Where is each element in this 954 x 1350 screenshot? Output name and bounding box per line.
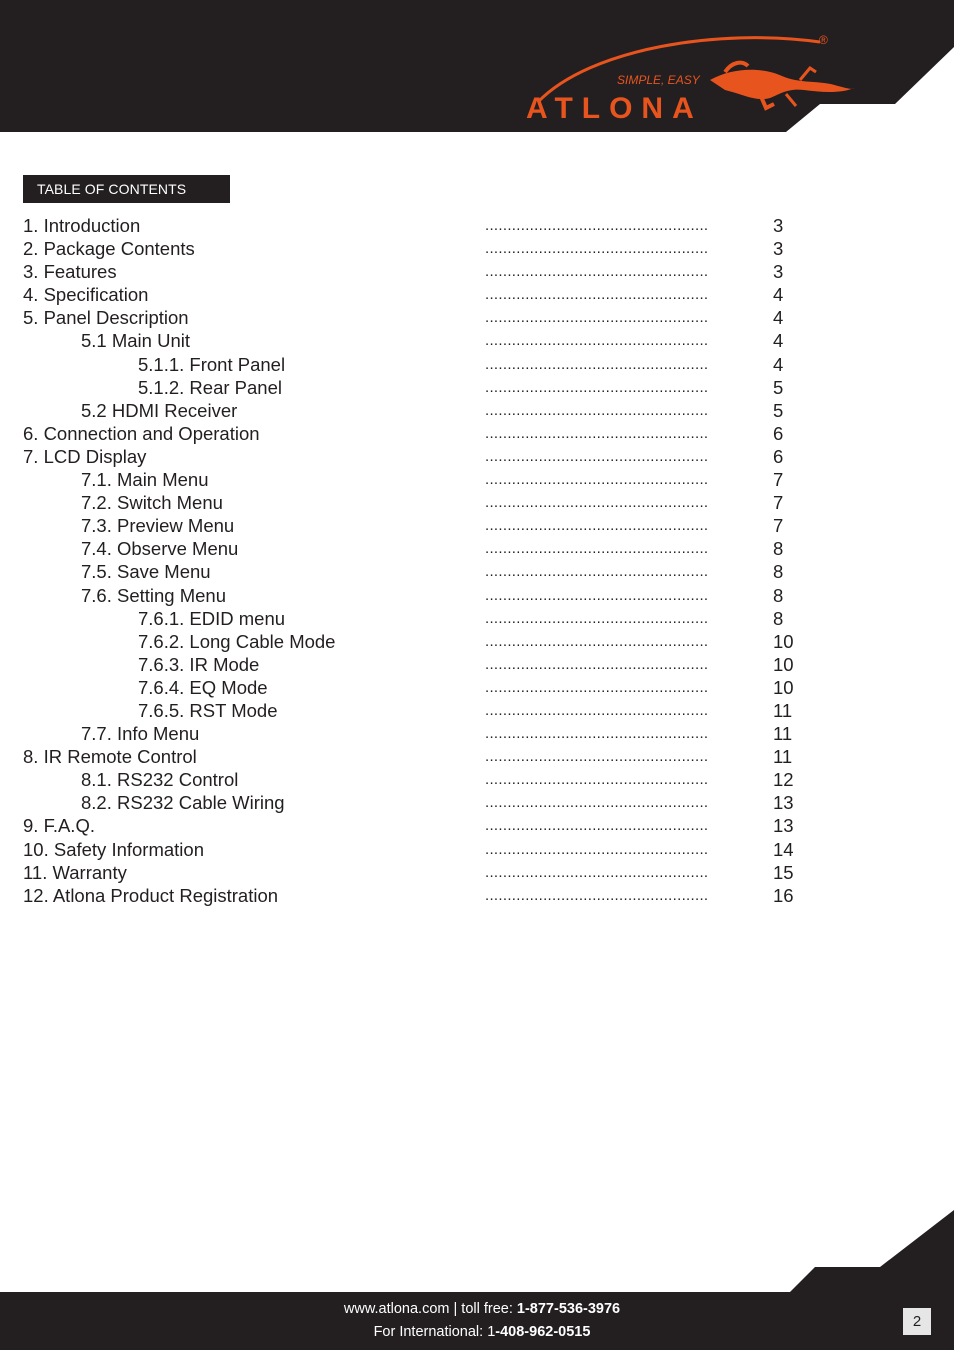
toc-leader-dots: .................................................. xyxy=(485,309,709,327)
toc-row[interactable] xyxy=(23,768,823,791)
toc-leader-dots: .................................................. xyxy=(485,794,709,812)
toc-entry-title: 7.6.1. EDID menu xyxy=(138,607,286,629)
toc-entry-title: 7.6.5. RST Mode xyxy=(138,699,278,721)
toc-entry-title: 7.6. Setting Menu xyxy=(81,584,227,606)
toc-entry-title: 12. Atlona Product Registration xyxy=(23,884,279,906)
toc-leader-dots: .................................................. xyxy=(485,586,709,604)
toc-entry-page: 13 xyxy=(773,815,794,837)
footer-separator: | toll free: xyxy=(449,1301,517,1317)
toc-entry-page: 5 xyxy=(773,399,784,421)
toc-entry-title: 7.4. Observe Menu xyxy=(81,538,239,560)
toc-leader-dots: .................................................. xyxy=(485,424,709,442)
toc-entry-page: 6 xyxy=(773,445,784,467)
toc-entry-page: 8 xyxy=(773,607,784,629)
toc-entry-page: 6 xyxy=(773,422,784,444)
toc-leader-dots: .................................................. xyxy=(485,840,709,858)
toc-entry-title: 7.5. Save Menu xyxy=(81,561,211,583)
toc-entry-page: 10 xyxy=(773,630,794,652)
toc-leader-dots: .................................................. xyxy=(485,540,709,558)
toc-row[interactable] xyxy=(23,560,823,583)
toc-entry-title: 7.1. Main Menu xyxy=(81,469,209,491)
toc-row[interactable] xyxy=(23,445,823,468)
toc-entry-page: 5 xyxy=(773,376,784,398)
toc-leader-dots: .................................................. xyxy=(485,701,709,719)
toc-row[interactable] xyxy=(23,353,823,376)
footer-line-2 xyxy=(0,1321,954,1344)
toc-entry-page: 11 xyxy=(773,746,793,768)
page-number: 2 xyxy=(903,1308,931,1335)
toc-entry-page: 15 xyxy=(773,861,794,883)
toc-entry-page: 3 xyxy=(773,215,784,236)
toc-entry-title: 8.2. RS232 Cable Wiring xyxy=(81,792,285,814)
toc-row[interactable] xyxy=(23,237,823,260)
toc-leader-dots: .................................................. xyxy=(485,494,709,512)
toc-leader-dots: .................................................. xyxy=(485,332,709,350)
toc-leader-dots: .................................................. xyxy=(485,609,709,627)
toc-row[interactable] xyxy=(23,745,823,768)
toc-entry-page: 3 xyxy=(773,261,784,283)
toc-entry-title: 5.1 Main Unit xyxy=(81,330,190,352)
toc-row[interactable] xyxy=(23,537,823,560)
toc-entry-title: 7.6.2. Long Cable Mode xyxy=(138,630,336,652)
toc-row[interactable] xyxy=(23,514,823,537)
toc-leader-dots: .................................................. xyxy=(485,217,709,234)
footer-website[interactable]: www.atlona.com xyxy=(343,1301,450,1317)
toc-leader-dots: .................................................. xyxy=(485,378,709,396)
toc-row[interactable] xyxy=(23,468,823,491)
toc-entry-page: 4 xyxy=(773,353,784,375)
toc-entry-title: 2. Package Contents xyxy=(23,238,195,260)
toc-entry-page: 7 xyxy=(773,492,784,514)
toc-row[interactable] xyxy=(23,306,823,329)
toc-entry-page: 10 xyxy=(773,653,794,675)
toc-row[interactable] xyxy=(23,283,823,306)
toc-leader-dots: .................................................. xyxy=(485,632,709,650)
toc-entry-page: 7 xyxy=(773,469,784,491)
toc-leader-dots: .................................................. xyxy=(485,655,709,673)
toc-row[interactable] xyxy=(23,699,823,722)
toc-entry-title: 7.7. Info Menu xyxy=(81,723,200,745)
brand-tagline: SIMPLE, EASY xyxy=(617,73,700,87)
toc-leader-dots: .................................................. xyxy=(485,286,709,304)
footer-contact xyxy=(0,1298,954,1344)
toc-leader-dots: .................................................. xyxy=(485,678,709,696)
toc-row[interactable] xyxy=(23,791,823,814)
toc-entry-page: 12 xyxy=(773,769,794,791)
toc-leader-dots: .................................................. xyxy=(485,447,709,465)
toc-leader-dots: .................................................. xyxy=(485,863,709,881)
toc-entry-page: 4 xyxy=(773,307,784,329)
toc-leader-dots: .................................................. xyxy=(485,563,709,581)
atlona-logo xyxy=(520,28,860,124)
toc-row[interactable] xyxy=(23,607,823,630)
toc-leader-dots: .................................................. xyxy=(485,886,709,904)
toc-entry-title: 5.1.1. Front Panel xyxy=(138,353,286,375)
toc-row[interactable] xyxy=(23,422,823,445)
toc-row[interactable] xyxy=(23,491,823,514)
toc-row[interactable] xyxy=(23,722,823,745)
toc-entry-page: 8 xyxy=(773,538,784,560)
toc-row[interactable] xyxy=(23,260,823,283)
toc-entry-title: 5.1.2. Rear Panel xyxy=(138,376,282,398)
toc-leader-dots: .................................................. xyxy=(485,771,709,789)
toc-entry-page: 11 xyxy=(773,699,793,721)
toc-entry-title: 8.1. RS232 Control xyxy=(81,769,239,791)
toc-entry-title: 8. IR Remote Control xyxy=(23,746,197,768)
toc-row[interactable] xyxy=(23,884,823,907)
toc-heading: TABLE OF CONTENTS xyxy=(23,175,230,203)
toc-entry-page: 13 xyxy=(773,792,794,814)
toc-row[interactable] xyxy=(23,584,823,607)
toc-entry-title: 7.3. Preview Menu xyxy=(81,515,235,537)
toc-leader-dots: .................................................. xyxy=(485,471,709,489)
toc-row[interactable] xyxy=(23,653,823,676)
toc-entry-page: 4 xyxy=(773,284,784,306)
toc-leader-dots: .................................................. xyxy=(485,263,709,281)
toc-entry-title: 7.6.3. IR Mode xyxy=(138,653,260,675)
toc-entry-title: 9. F.A.Q. xyxy=(23,815,95,837)
toc-row[interactable] xyxy=(23,376,823,399)
footer-line-1 xyxy=(0,1298,954,1321)
toc-entry-title: 6. Connection and Operation xyxy=(23,422,260,444)
toc-entry-page: 11 xyxy=(773,723,793,745)
toc-leader-dots: .................................................. xyxy=(485,817,709,835)
toc-entry-title: 1. Introduction xyxy=(23,215,141,236)
toc-entry-title: 7. LCD Display xyxy=(23,445,147,467)
toc-leader-dots: .................................................. xyxy=(485,240,709,258)
toc-row[interactable] xyxy=(23,838,823,861)
footer-toll-free: 1-877-536-3976 xyxy=(516,1301,621,1317)
footer-intl-number: -408-962-0515 xyxy=(495,1324,591,1340)
toc-row[interactable] xyxy=(23,329,823,352)
toc-entry-page: 8 xyxy=(773,584,784,606)
toc-entry-title: 7.6.4. EQ Mode xyxy=(138,676,268,698)
toc-leader-dots: .................................................. xyxy=(485,517,709,535)
toc-row[interactable] xyxy=(23,814,823,837)
registered-mark: ® xyxy=(819,33,828,47)
toc-entry-title: 7.2. Switch Menu xyxy=(81,492,223,514)
toc-leader-dots: .................................................. xyxy=(485,748,709,766)
brand-name: ATLONA xyxy=(526,92,703,124)
table-of-contents xyxy=(23,214,823,907)
toc-row[interactable] xyxy=(23,676,823,699)
footer-intl-label: For International: 1 xyxy=(373,1324,496,1340)
toc-row[interactable] xyxy=(23,861,823,884)
toc-entry-title: 11. Warranty xyxy=(23,861,127,883)
toc-leader-dots: .................................................. xyxy=(485,725,709,743)
toc-entry-page: 14 xyxy=(773,838,794,860)
toc-entry-page: 8 xyxy=(773,561,784,583)
toc-entry-page: 4 xyxy=(773,330,784,352)
toc-row[interactable] xyxy=(23,214,823,237)
toc-entry-title: 5.2 HDMI Receiver xyxy=(81,399,238,421)
toc-entry-title: 5. Panel Description xyxy=(23,307,189,329)
toc-entry-page: 10 xyxy=(773,676,794,698)
toc-row[interactable] xyxy=(23,399,823,422)
toc-row[interactable] xyxy=(23,630,823,653)
toc-entry-page: 16 xyxy=(773,884,794,906)
toc-entry-title: 4. Specification xyxy=(23,284,149,306)
toc-entry-page: 3 xyxy=(773,238,784,260)
toc-entry-title: 3. Features xyxy=(23,261,117,283)
toc-entry-page: 7 xyxy=(773,515,784,537)
toc-entry-title: 10. Safety Information xyxy=(23,838,204,860)
toc-leader-dots: .................................................. xyxy=(485,355,709,373)
toc-leader-dots: .................................................. xyxy=(485,401,709,419)
